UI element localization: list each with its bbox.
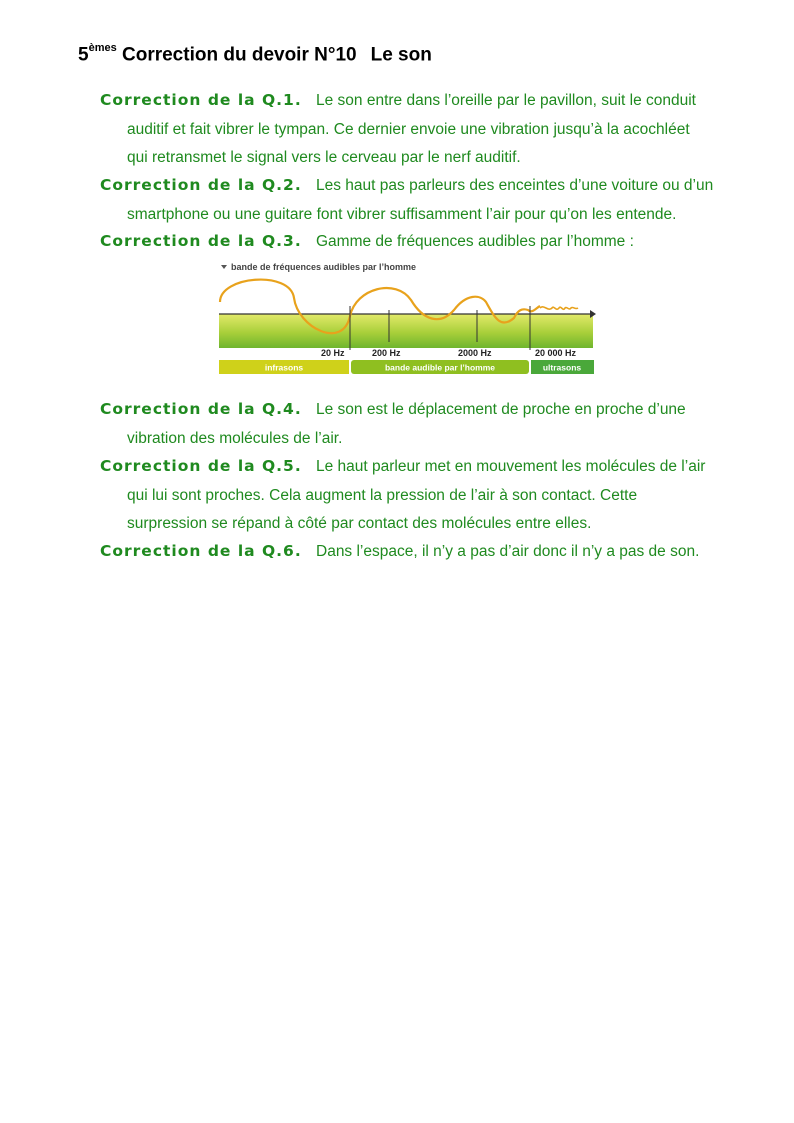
answer-text: Le son entre dans l’oreille par le pavillon, suit le conduit bbox=[316, 92, 696, 109]
answer-label: Correction de la Q.6. bbox=[100, 542, 302, 560]
class-level-sup: èmes bbox=[88, 42, 117, 54]
ground-area bbox=[219, 314, 593, 348]
answer-label: Correction de la Q.5. bbox=[100, 457, 302, 475]
answer-label: Correction de la Q.4. bbox=[100, 400, 302, 418]
class-level: 5 bbox=[78, 44, 89, 66]
answer-q6 bbox=[100, 537, 740, 567]
answer-text: Dans l’espace, il n’y a pas d’air donc il n’y a pas de son. bbox=[316, 543, 700, 560]
answer-q2 bbox=[100, 171, 740, 229]
band-label: bande audible par l’homme bbox=[384, 362, 496, 373]
answer-label: Correction de la Q.3. bbox=[100, 232, 302, 250]
answer-text: Les haut pas parleurs des enceintes d’une voiture ou d’un bbox=[316, 177, 714, 194]
tick-label: 2000 Hz bbox=[458, 348, 492, 358]
answer-text: qui lui sont proches. Cela augment la pression de l’air à son contact. Cette bbox=[127, 486, 638, 504]
answer-q1 bbox=[100, 86, 740, 173]
answer-text: auditif et fait vibrer le tympan. Ce dernier envoie une vibration jusqu’à la acochléet bbox=[127, 120, 690, 138]
tick-label: 20 Hz bbox=[321, 348, 345, 358]
band-label: infrasons bbox=[264, 362, 304, 373]
sound-wave-ultra bbox=[540, 307, 578, 309]
figure-caption: bande de fréquences audibles par l’homme bbox=[231, 262, 417, 272]
band-label: ultrasons bbox=[542, 362, 582, 373]
answer-q4 bbox=[100, 395, 740, 453]
document-title bbox=[78, 44, 432, 66]
answer-label: Correction de la Q.2. bbox=[100, 176, 302, 194]
tick-label: 20 000 Hz bbox=[535, 348, 577, 358]
title-text: Correction du devoir N°10 bbox=[122, 44, 357, 66]
answer-label: Correction de la Q.1. bbox=[100, 91, 302, 109]
answer-text: Le son est le déplacement de proche en proche d’une bbox=[316, 401, 686, 418]
caption-arrow-icon bbox=[221, 265, 227, 269]
answer-text: vibration des molécules de l’air. bbox=[127, 429, 343, 447]
frequency-band-diagram bbox=[218, 258, 598, 378]
answer-text: surpression se répand à côté par contact des molécules entre elles. bbox=[127, 515, 592, 532]
answer-text: smartphone ou une guitare font vibrer suffisamment l’air pour qu’on les entende. bbox=[127, 205, 677, 223]
frequency-band-figure bbox=[218, 258, 598, 378]
subject-text: Le son bbox=[370, 44, 432, 66]
answer-q5 bbox=[100, 452, 740, 539]
answer-text: Le haut parleur met en mouvement les molécules de l’air bbox=[316, 458, 706, 475]
answer-text: Gamme de fréquences audibles par l’homme : bbox=[316, 233, 634, 250]
answer-text: qui retransmet le signal vers le cerveau par le nerf auditif. bbox=[127, 149, 521, 166]
answer-q3 bbox=[100, 227, 740, 257]
tick-label: 200 Hz bbox=[372, 348, 401, 358]
